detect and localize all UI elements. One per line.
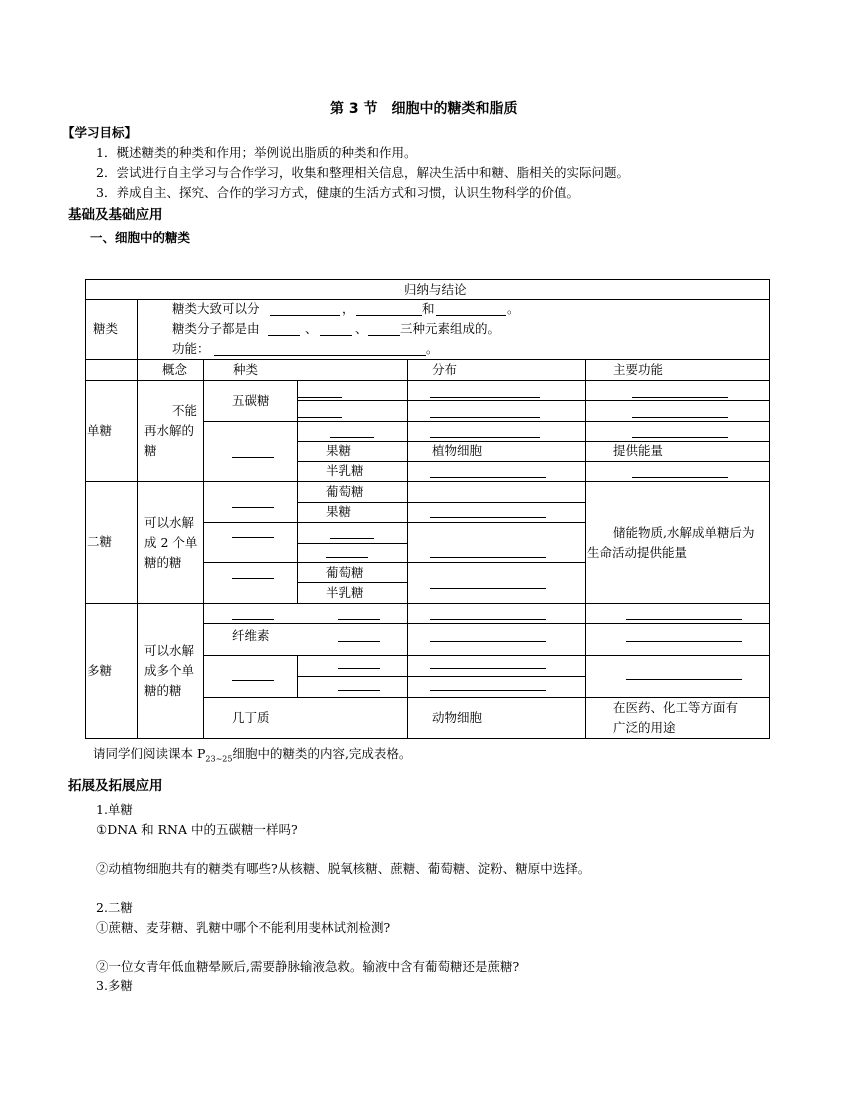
- section-extension-heading: 拓展及拓展应用: [68, 778, 163, 794]
- blank-field[interactable]: [436, 315, 506, 316]
- ext-line: 3.多糖: [96, 978, 133, 993]
- di-concept: 可以水解: [144, 515, 195, 530]
- sugar-function-label: 功能：: [172, 341, 210, 356]
- blank-field[interactable]: [330, 538, 374, 539]
- poly-concept: 可以水解: [144, 643, 195, 658]
- blank-field[interactable]: [626, 619, 742, 620]
- chitin-label: 几丁质: [232, 710, 270, 725]
- galactose-label: 半乳糖: [326, 463, 364, 478]
- section-basic-heading: 基础及基础应用: [68, 207, 163, 223]
- blank-field[interactable]: [232, 619, 274, 620]
- mono-concept: 糖: [144, 443, 157, 458]
- blank-field[interactable]: [368, 335, 400, 336]
- col-header-kind: 种类: [233, 362, 259, 377]
- galactose-label: 半乳糖: [326, 585, 364, 600]
- animal-cell-label: 动物细胞: [432, 710, 483, 725]
- fructose-label: 果糖: [326, 504, 352, 519]
- punct: 和: [422, 301, 435, 316]
- glucose-label: 葡萄糖: [326, 484, 364, 499]
- blank-field[interactable]: [326, 557, 368, 558]
- row-label-sugars: 糖类: [93, 321, 119, 336]
- blank-field[interactable]: [232, 537, 274, 538]
- blank-field[interactable]: [338, 690, 380, 691]
- provide-energy-label: 提供能量: [613, 443, 664, 458]
- blank-field[interactable]: [430, 397, 540, 398]
- blank-field[interactable]: [430, 668, 546, 669]
- blank-field[interactable]: [430, 641, 546, 642]
- blank-field[interactable]: [298, 417, 342, 418]
- objectives-heading: 【学习目标】: [62, 125, 138, 140]
- di-concept: 成 2 个单: [144, 535, 198, 550]
- blank-field[interactable]: [430, 437, 540, 438]
- blank-field[interactable]: [232, 680, 274, 681]
- poly-concept: 糖的糖: [144, 683, 182, 698]
- objective-2: 2．尝试进行自主学习与合作学习，收集和整理相关信息，解决生活中和糖、脂相关的实际问题。: [96, 165, 629, 180]
- di-concept: 糖的糖: [144, 555, 182, 570]
- blank-field[interactable]: [430, 417, 540, 418]
- page-title: 第 3 节 细胞中的糖类和脂质: [330, 101, 518, 117]
- blank-field[interactable]: [214, 355, 426, 356]
- fructose-label: 果糖: [326, 443, 352, 458]
- di-function: 储能物质,水解成单糖后为: [613, 525, 755, 540]
- blank-field[interactable]: [268, 335, 300, 336]
- punct: 、: [305, 321, 318, 336]
- blank-field[interactable]: [270, 315, 340, 316]
- ext-line: ①DNA 和 RNA 中的五碳糖一样吗?: [96, 822, 298, 837]
- blank-field[interactable]: [320, 335, 352, 336]
- pentose-label: 五碳糖: [232, 393, 270, 408]
- poly-concept: 成多个单: [144, 663, 195, 678]
- blank-field[interactable]: [632, 397, 728, 398]
- col-header-distribution: 分布: [432, 362, 458, 377]
- blank-field[interactable]: [338, 668, 380, 669]
- blank-field[interactable]: [430, 517, 546, 518]
- reading-note: 请同学们阅读课本 $P_{23\sim 25}$细胞中的糖类的内容,完成表格。: [93, 746, 412, 764]
- blank-field[interactable]: [632, 417, 728, 418]
- poly-function: 在医药、化工等方面有: [613, 700, 739, 715]
- glucose-label: 葡萄糖: [326, 565, 364, 580]
- col-header-concept: 概念: [162, 362, 188, 377]
- punct: 、: [355, 321, 368, 336]
- blank-field[interactable]: [298, 397, 342, 398]
- ext-line: ①蔗糖、麦芽糖、乳糖中哪个不能利用斐林试剂检测?: [96, 920, 391, 935]
- di-function: 生命活动提供能量: [587, 545, 688, 560]
- blank-field[interactable]: [356, 315, 422, 316]
- blank-field[interactable]: [232, 457, 274, 458]
- blank-field[interactable]: [330, 437, 374, 438]
- row-label-monosaccharide: 单糖: [87, 423, 113, 438]
- blank-field[interactable]: [632, 437, 728, 438]
- col-header-function: 主要功能: [613, 362, 664, 377]
- sugar-elements-end: 三种元素组成的。: [400, 321, 501, 336]
- punct: ，: [342, 301, 355, 316]
- blank-field[interactable]: [626, 641, 742, 642]
- plant-cell-label: 植物细胞: [432, 443, 483, 458]
- blank-field[interactable]: [338, 641, 380, 642]
- ext-line: 2.二糖: [96, 900, 133, 915]
- blank-field[interactable]: [430, 619, 546, 620]
- cellulose-label: 纤维素: [232, 628, 270, 643]
- blank-field[interactable]: [626, 679, 742, 680]
- row-label-polysaccharide: 多糖: [87, 663, 113, 678]
- blank-field[interactable]: [430, 690, 546, 691]
- ext-line: ②一位女青年低血糖晕厥后,需要静脉输液急救。输液中含有葡萄糖还是蔗糖?: [96, 959, 520, 974]
- blank-field[interactable]: [430, 588, 546, 589]
- blank-field[interactable]: [232, 507, 274, 508]
- poly-function: 广泛的用途: [613, 720, 676, 735]
- blank-field[interactable]: [430, 557, 546, 558]
- punct: 。: [426, 341, 439, 356]
- table-header-summary: 归纳与结论: [404, 282, 467, 297]
- blank-field[interactable]: [632, 477, 728, 478]
- objective-3: 3．养成自主、探究、合作的学习方式，健康的生活方式和习惯，认识生物科学的价值。: [96, 185, 579, 200]
- mono-concept: 再水解的: [144, 423, 195, 438]
- blank-field[interactable]: [232, 578, 274, 579]
- sugar-elements-text: 糖类分子都是由: [172, 321, 260, 336]
- sugar-classify-text: 糖类大致可以分: [172, 301, 260, 316]
- row-label-disaccharide: 二糖: [87, 534, 113, 549]
- section-sugar-subheading: 一、细胞中的糖类: [90, 230, 191, 245]
- ext-line: 1.单糖: [96, 802, 133, 817]
- punct: 。: [507, 301, 520, 316]
- mono-concept: 不能: [172, 403, 198, 418]
- blank-field[interactable]: [338, 619, 380, 620]
- ext-line: ②动植物细胞共有的糖类有哪些?从核糖、脱氧核糖、蔗糖、葡萄糖、淀粉、糖原中选择。: [96, 861, 591, 876]
- blank-field[interactable]: [430, 477, 546, 478]
- objective-1: 1．概述糖类的种类和作用；举例说出脂质的种类和作用。: [96, 145, 417, 160]
